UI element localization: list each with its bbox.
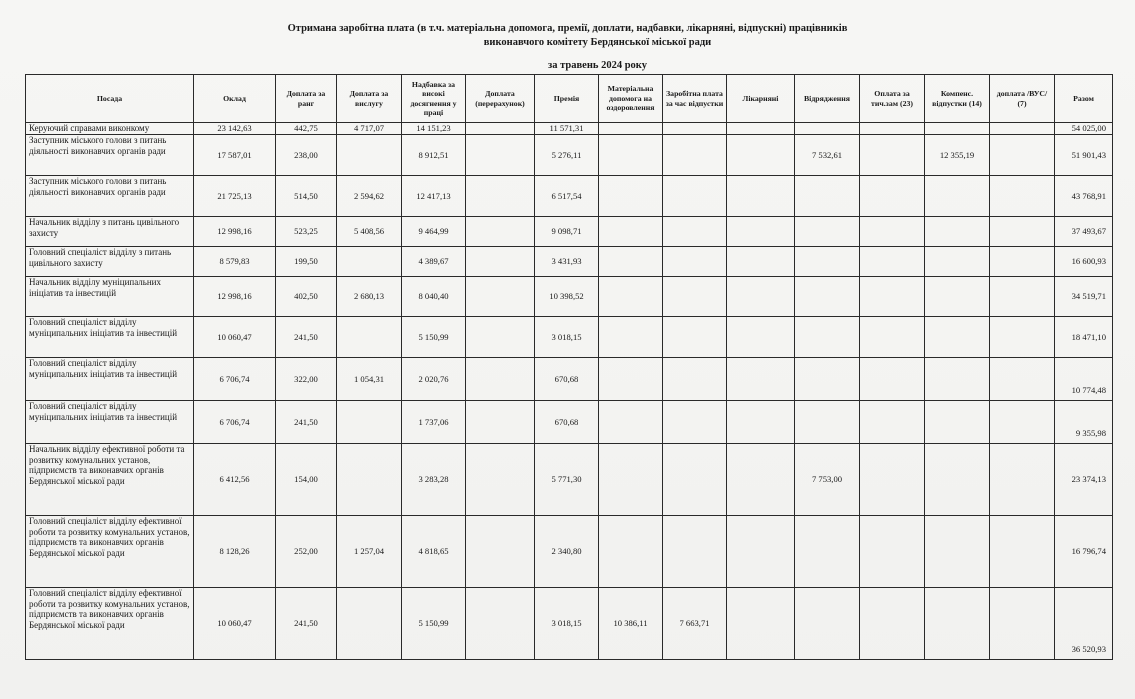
vacation-cell [663, 401, 727, 444]
bonus-cell: 5 276,11 [535, 135, 599, 176]
comp-cell [925, 217, 990, 247]
sick-cell [727, 176, 795, 217]
recalc-cell [466, 588, 535, 660]
sick-cell [727, 123, 795, 135]
sick-cell [727, 247, 795, 277]
position-cell: Начальник відділу з питань цивільного захисту [26, 217, 194, 247]
comp-cell [925, 401, 990, 444]
comp-cell [925, 123, 990, 135]
position-cell: Заступник міського голови з питань діяльності виконавчих органів ради [26, 135, 194, 176]
salary-cell: 8 128,26 [194, 516, 276, 588]
recalc-cell [466, 176, 535, 217]
rank-cell: 241,50 [276, 588, 337, 660]
seniority-cell: 1 257,04 [337, 516, 402, 588]
col-header-aid: Матеріальна допомога на оздоровлення [599, 75, 663, 123]
aid-cell [599, 176, 663, 217]
col-header-trip: Відрядження [795, 75, 860, 123]
trip-cell [795, 176, 860, 217]
rank-cell: 238,00 [276, 135, 337, 176]
salary-cell: 8 579,83 [194, 247, 276, 277]
total-cell: 36 520,93 [1055, 588, 1113, 660]
bonus-cell: 670,68 [535, 358, 599, 401]
trip-cell: 7 532,61 [795, 135, 860, 176]
vacation-cell [663, 358, 727, 401]
position-cell: Заступник міського голови з питань діяльності виконавчих органів ради [26, 176, 194, 217]
sick-cell [727, 401, 795, 444]
vus-cell [990, 401, 1055, 444]
vus-cell [990, 217, 1055, 247]
trip-cell [795, 401, 860, 444]
table-row [26, 176, 1113, 217]
seniority-cell [337, 317, 402, 358]
table-row [26, 217, 1113, 247]
recalc-cell [466, 135, 535, 176]
salary-cell: 21 725,13 [194, 176, 276, 217]
bonus-cell: 6 517,54 [535, 176, 599, 217]
achievements-cell: 4 389,67 [402, 247, 466, 277]
salary-cell: 12 998,16 [194, 217, 276, 247]
recalc-cell [466, 277, 535, 317]
sick-cell [727, 588, 795, 660]
comp-cell [925, 516, 990, 588]
aid-cell [599, 317, 663, 358]
vus-cell [990, 135, 1055, 176]
aid-cell [599, 277, 663, 317]
vacation-cell [663, 516, 727, 588]
total-cell: 10 774,48 [1055, 358, 1113, 401]
position-cell: Головний спеціаліст відділу ефективної роботи та розвитку комунальних установ, підприємств та виконавчих органів Бердянської міської ради [26, 588, 194, 660]
vacation-cell [663, 123, 727, 135]
vus-cell [990, 588, 1055, 660]
trip-cell [795, 358, 860, 401]
temp-cell [860, 277, 925, 317]
position-cell: Головний спеціаліст відділу муніципальних ініціатив та інвестицій [26, 317, 194, 358]
achievements-cell: 2 020,76 [402, 358, 466, 401]
recalc-cell [466, 444, 535, 516]
rank-cell: 322,00 [276, 358, 337, 401]
total-cell: 16 600,93 [1055, 247, 1113, 277]
comp-cell [925, 358, 990, 401]
vacation-cell: 7 663,71 [663, 588, 727, 660]
temp-cell [860, 401, 925, 444]
comp-cell: 12 355,19 [925, 135, 990, 176]
trip-cell [795, 247, 860, 277]
total-cell: 18 471,10 [1055, 317, 1113, 358]
seniority-cell [337, 247, 402, 277]
table-row [26, 123, 1113, 135]
temp-cell [860, 317, 925, 358]
col-header-comp: Компенс. відпустки (14) [925, 75, 990, 123]
comp-cell [925, 176, 990, 217]
header-row [26, 75, 1113, 123]
salary-cell: 23 142,63 [194, 123, 276, 135]
seniority-cell: 1 054,31 [337, 358, 402, 401]
recalc-cell [466, 401, 535, 444]
seniority-cell [337, 401, 402, 444]
salary-cell: 6 706,74 [194, 358, 276, 401]
col-header-bonus: Премія [535, 75, 599, 123]
trip-cell: 7 753,00 [795, 444, 860, 516]
sick-cell [727, 358, 795, 401]
total-cell: 9 355,98 [1055, 401, 1113, 444]
table-row [26, 135, 1113, 176]
col-header-seniority: Доплата за вислугу [337, 75, 402, 123]
col-header-recalc: Доплата (перерахунок) [466, 75, 535, 123]
achievements-cell: 8 912,51 [402, 135, 466, 176]
salary-cell: 10 060,47 [194, 588, 276, 660]
vacation-cell [663, 247, 727, 277]
rank-cell: 199,50 [276, 247, 337, 277]
table-row [26, 516, 1113, 588]
rank-cell: 514,50 [276, 176, 337, 217]
position-cell: Керуючий справами виконкому [26, 123, 194, 135]
position-cell: Головний спеціаліст відділу з питань цивільного захисту [26, 247, 194, 277]
achievements-cell: 12 417,13 [402, 176, 466, 217]
comp-cell [925, 317, 990, 358]
salary-cell: 6 706,74 [194, 401, 276, 444]
recalc-cell [466, 217, 535, 247]
aid-cell [599, 401, 663, 444]
col-header-achievements: Надбавка за високі досягнення у праці [402, 75, 466, 123]
col-header-temp: Оплата за тич.зам (23) [860, 75, 925, 123]
trip-cell [795, 217, 860, 247]
trip-cell [795, 588, 860, 660]
aid-cell [599, 247, 663, 277]
bonus-cell: 2 340,80 [535, 516, 599, 588]
col-header-salary: Оклад [194, 75, 276, 123]
achievements-cell: 8 040,40 [402, 277, 466, 317]
vus-cell [990, 123, 1055, 135]
bonus-cell: 5 771,30 [535, 444, 599, 516]
aid-cell [599, 444, 663, 516]
sick-cell [727, 444, 795, 516]
seniority-cell: 5 408,56 [337, 217, 402, 247]
col-header-rank: Доплата за ранг [276, 75, 337, 123]
total-cell: 54 025,00 [1055, 123, 1113, 135]
position-cell: Головний спеціаліст відділу муніципальних ініціатив та інвестицій [26, 358, 194, 401]
trip-cell [795, 123, 860, 135]
recalc-cell [466, 516, 535, 588]
document-title [0, 22, 1135, 50]
col-header-vacation: Заробітна плата за час відпустки [663, 75, 727, 123]
position-cell: Головний спеціаліст відділу муніципальних ініціатив та інвестицій [26, 401, 194, 444]
recalc-cell [466, 123, 535, 135]
comp-cell [925, 444, 990, 516]
title-line-2: виконавчого комітету Бердянської міської ради [483, 37, 712, 48]
table-row [26, 401, 1113, 444]
vacation-cell [663, 317, 727, 358]
trip-cell [795, 317, 860, 358]
sick-cell [727, 516, 795, 588]
bonus-cell: 3 018,15 [535, 317, 599, 358]
comp-cell [925, 277, 990, 317]
achievements-cell: 14 151,23 [402, 123, 466, 135]
position-cell: Начальник відділу ефективної роботи та розвитку комунальних установ, підприємств та виконавчих органів Бердянської міської ради [26, 444, 194, 516]
vus-cell [990, 277, 1055, 317]
temp-cell [860, 123, 925, 135]
seniority-cell: 2 594,62 [337, 176, 402, 217]
seniority-cell: 4 717,07 [337, 123, 402, 135]
rank-cell: 402,50 [276, 277, 337, 317]
sick-cell [727, 317, 795, 358]
achievements-cell: 5 150,99 [402, 588, 466, 660]
rank-cell: 241,50 [276, 317, 337, 358]
vus-cell [990, 444, 1055, 516]
achievements-cell: 3 283,28 [402, 444, 466, 516]
aid-cell [599, 358, 663, 401]
vacation-cell [663, 217, 727, 247]
position-cell: Начальник відділу муніципальних ініціатив та інвестицій [26, 277, 194, 317]
bonus-cell: 670,68 [535, 401, 599, 444]
sick-cell [727, 135, 795, 176]
comp-cell [925, 588, 990, 660]
temp-cell [860, 516, 925, 588]
seniority-cell [337, 588, 402, 660]
vus-cell [990, 317, 1055, 358]
total-cell: 23 374,13 [1055, 444, 1113, 516]
salary-cell: 12 998,16 [194, 277, 276, 317]
aid-cell: 10 386,11 [599, 588, 663, 660]
report-period: за травень 2024 року [548, 60, 647, 71]
vacation-cell [663, 444, 727, 516]
trip-cell [795, 516, 860, 588]
vacation-cell [663, 135, 727, 176]
bonus-cell: 11 571,31 [535, 123, 599, 135]
total-cell: 51 901,43 [1055, 135, 1113, 176]
salary-cell: 17 587,01 [194, 135, 276, 176]
total-cell: 37 493,67 [1055, 217, 1113, 247]
table-row [26, 317, 1113, 358]
temp-cell [860, 588, 925, 660]
table-row [26, 588, 1113, 660]
vus-cell [990, 247, 1055, 277]
salary-table [25, 74, 1113, 660]
achievements-cell: 1 737,06 [402, 401, 466, 444]
table-row [26, 358, 1113, 401]
total-cell: 43 768,91 [1055, 176, 1113, 217]
aid-cell [599, 135, 663, 176]
total-cell: 16 796,74 [1055, 516, 1113, 588]
achievements-cell: 5 150,99 [402, 317, 466, 358]
vus-cell [990, 516, 1055, 588]
vus-cell [990, 176, 1055, 217]
aid-cell [599, 516, 663, 588]
sick-cell [727, 217, 795, 247]
rank-cell: 241,50 [276, 401, 337, 444]
bonus-cell: 10 398,52 [535, 277, 599, 317]
table-row [26, 247, 1113, 277]
temp-cell [860, 217, 925, 247]
vacation-cell [663, 277, 727, 317]
position-cell: Головний спеціаліст відділу ефективної роботи та розвитку комунальних установ, підприємств та виконавчих органів Бердянської міської ради [26, 516, 194, 588]
salary-cell: 10 060,47 [194, 317, 276, 358]
temp-cell [860, 135, 925, 176]
bonus-cell: 3 018,15 [535, 588, 599, 660]
rank-cell: 154,00 [276, 444, 337, 516]
vacation-cell [663, 176, 727, 217]
salary-cell: 6 412,56 [194, 444, 276, 516]
total-cell: 34 519,71 [1055, 277, 1113, 317]
recalc-cell [466, 247, 535, 277]
bonus-cell: 3 431,93 [535, 247, 599, 277]
table-row [26, 444, 1113, 516]
recalc-cell [466, 317, 535, 358]
rank-cell: 252,00 [276, 516, 337, 588]
col-header-total: Разом [1055, 75, 1113, 123]
col-header-position: Посада [26, 75, 194, 123]
seniority-cell [337, 444, 402, 516]
comp-cell [925, 247, 990, 277]
recalc-cell [466, 358, 535, 401]
temp-cell [860, 247, 925, 277]
col-header-vus: доплата /ВУС/ (7) [990, 75, 1055, 123]
bonus-cell: 9 098,71 [535, 217, 599, 247]
achievements-cell: 4 818,65 [402, 516, 466, 588]
temp-cell [860, 358, 925, 401]
vus-cell [990, 358, 1055, 401]
table-row [26, 277, 1113, 317]
temp-cell [860, 444, 925, 516]
seniority-cell: 2 680,13 [337, 277, 402, 317]
achievements-cell: 9 464,99 [402, 217, 466, 247]
aid-cell [599, 217, 663, 247]
sick-cell [727, 277, 795, 317]
temp-cell [860, 176, 925, 217]
seniority-cell [337, 135, 402, 176]
rank-cell: 523,25 [276, 217, 337, 247]
title-line-1: Отримана заробітна плата (в т.ч. матеріальна допомога, премії, доплати, надбавки, лікарняні, відпускні) працівників [287, 23, 848, 34]
aid-cell [599, 123, 663, 135]
col-header-sick: Лікарняні [727, 75, 795, 123]
rank-cell: 442,75 [276, 123, 337, 135]
trip-cell [795, 277, 860, 317]
